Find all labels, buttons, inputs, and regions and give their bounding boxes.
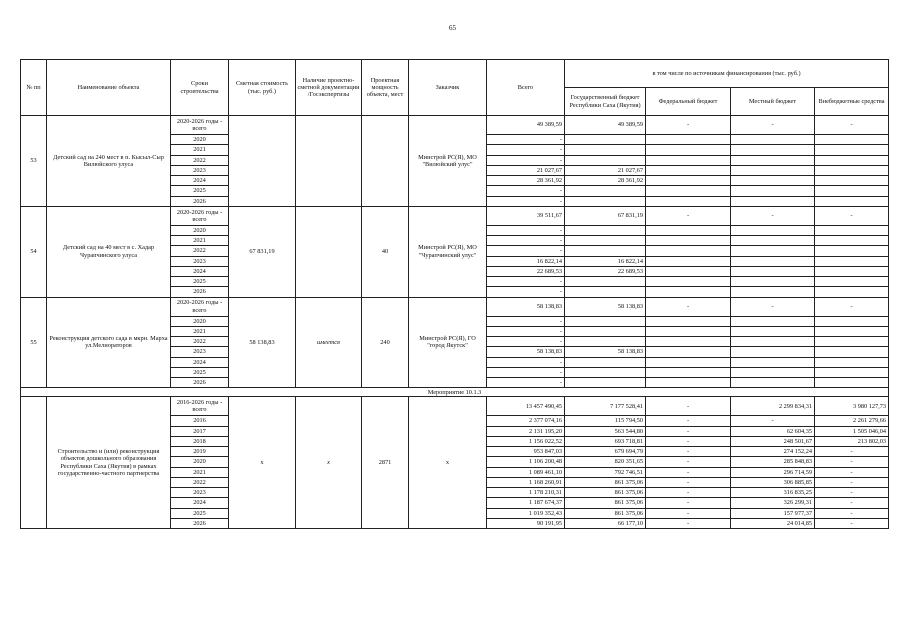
federal-cell: [646, 246, 731, 256]
header-including: в том числе по источникам финансирования (тыс. руб.): [565, 60, 889, 88]
extra-cell: -: [815, 518, 889, 528]
object-name: Детский сад на 40 мест в с. Хадар Чурапчинского улуса: [47, 206, 171, 297]
state-cell: 693 718,81: [565, 436, 646, 446]
local-cell: -: [731, 206, 815, 225]
extra-cell: [815, 196, 889, 206]
header-terms: Сроки строительства: [171, 60, 229, 116]
local-cell: 62 604,35: [731, 426, 815, 436]
year-cell: 2023: [171, 347, 229, 357]
state-cell: 861 375,06: [565, 498, 646, 508]
year-cell: 2021: [171, 467, 229, 477]
header-customer: Заказчик: [409, 60, 487, 116]
extra-cell: -: [815, 467, 889, 477]
state-cell: [565, 337, 646, 347]
table-row: [21, 297, 889, 316]
federal-cell: [646, 357, 731, 367]
local-cell: -: [731, 416, 815, 426]
financing-table: [20, 59, 889, 529]
year-cell: 2020-2026 годы - всего: [171, 206, 229, 225]
extra-cell: 3 980 127,73: [815, 397, 889, 416]
year-cell: 2021: [171, 326, 229, 336]
header-num: № пп: [21, 60, 47, 116]
federal-cell: -: [646, 508, 731, 518]
total-cell: 2 131 195,20: [487, 426, 565, 436]
total-cell: 90 191,95: [487, 518, 565, 528]
local-cell: 285 848,83: [731, 457, 815, 467]
federal-cell: [646, 145, 731, 155]
state-cell: [565, 326, 646, 336]
state-cell: [565, 155, 646, 165]
total-cell: 1 106 200,48: [487, 457, 565, 467]
local-cell: [731, 165, 815, 175]
state-cell: 21 027,67: [565, 165, 646, 175]
year-cell: 2025: [171, 277, 229, 287]
state-cell: [565, 135, 646, 145]
federal-cell: [646, 186, 731, 196]
state-cell: 679 694,79: [565, 447, 646, 457]
state-cell: 66 177,10: [565, 518, 646, 528]
federal-cell: -: [646, 436, 731, 446]
extra-cell: 1 505 046,04: [815, 426, 889, 436]
extra-cell: -: [815, 206, 889, 225]
year-cell: 2023: [171, 256, 229, 266]
local-cell: [731, 225, 815, 235]
federal-cell: -: [646, 297, 731, 316]
extra-cell: [815, 135, 889, 145]
state-cell: 861 375,06: [565, 477, 646, 487]
extra-cell: [815, 155, 889, 165]
extra-cell: [815, 246, 889, 256]
year-cell: 2020: [171, 225, 229, 235]
local-cell: [731, 316, 815, 326]
year-cell: 2024: [171, 357, 229, 367]
header-row: [21, 60, 889, 88]
table-row: [21, 397, 889, 416]
header-extra: Внебюджетные средства: [815, 88, 889, 116]
state-cell: 16 822,14: [565, 256, 646, 266]
federal-cell: -: [646, 397, 731, 416]
federal-cell: -: [646, 416, 731, 426]
local-cell: [731, 145, 815, 155]
year-cell: 2023: [171, 165, 229, 175]
local-cell: [731, 347, 815, 357]
federal-cell: -: [646, 477, 731, 487]
capacity-cell: [362, 116, 409, 207]
local-cell: 24 014,85: [731, 518, 815, 528]
customer-cell: Минстрой РС(Я), ГО "город Якутск": [409, 297, 487, 388]
customer-cell: х: [409, 397, 487, 529]
estimate-cell: 67 831,19: [229, 206, 296, 297]
year-cell: 2017: [171, 426, 229, 436]
total-cell: 58 138,83: [487, 297, 565, 316]
event-row: [21, 388, 889, 397]
page-number: 65: [449, 24, 456, 32]
state-cell: [565, 277, 646, 287]
federal-cell: -: [646, 518, 731, 528]
federal-cell: [646, 287, 731, 297]
total-cell: -: [487, 196, 565, 206]
local-cell: [731, 378, 815, 388]
estimate-cell: [229, 116, 296, 207]
local-cell: [731, 287, 815, 297]
estimate-cell: х: [229, 397, 296, 529]
year-cell: 2020: [171, 135, 229, 145]
state-cell: [565, 246, 646, 256]
year-cell: 2022: [171, 477, 229, 487]
state-cell: 58 138,83: [565, 347, 646, 357]
total-cell: -: [487, 236, 565, 246]
total-cell: -: [487, 316, 565, 326]
federal-cell: [646, 165, 731, 175]
total-cell: -: [487, 357, 565, 367]
extra-cell: 2 261 279,66: [815, 416, 889, 426]
total-cell: -: [487, 225, 565, 235]
state-cell: [565, 145, 646, 155]
total-cell: 58 138,83: [487, 347, 565, 357]
extra-cell: [815, 287, 889, 297]
federal-cell: -: [646, 426, 731, 436]
state-cell: [565, 186, 646, 196]
total-cell: 1 089 461,10: [487, 467, 565, 477]
total-cell: 1 178 210,31: [487, 488, 565, 498]
docs-cell: х: [296, 397, 362, 529]
local-cell: [731, 367, 815, 377]
state-cell: [565, 236, 646, 246]
extra-cell: [815, 316, 889, 326]
local-cell: [731, 357, 815, 367]
extra-cell: [815, 256, 889, 266]
total-cell: -: [487, 337, 565, 347]
federal-cell: [646, 176, 731, 186]
state-cell: [565, 225, 646, 235]
total-cell: 1 156 022,52: [487, 436, 565, 446]
header-total: Всего: [487, 60, 565, 116]
year-cell: 2016: [171, 416, 229, 426]
table-row: [21, 206, 889, 225]
year-cell: 2019: [171, 447, 229, 457]
year-cell: 2026: [171, 196, 229, 206]
federal-cell: [646, 326, 731, 336]
total-cell: 22 689,53: [487, 266, 565, 276]
local-cell: 316 835,25: [731, 488, 815, 498]
state-cell: [565, 378, 646, 388]
extra-cell: [815, 236, 889, 246]
state-cell: 7 177 528,41: [565, 397, 646, 416]
federal-cell: [646, 135, 731, 145]
year-cell: 2021: [171, 145, 229, 155]
year-cell: 2025: [171, 367, 229, 377]
extra-cell: [815, 277, 889, 287]
federal-cell: -: [646, 447, 731, 457]
docs-cell: [296, 206, 362, 297]
federal-cell: [646, 277, 731, 287]
state-cell: 22 689,53: [565, 266, 646, 276]
total-cell: 39 511,67: [487, 206, 565, 225]
local-cell: 2 299 834,31: [731, 397, 815, 416]
customer-cell: Минстрой РС(Я), МО "Вилюйский улус": [409, 116, 487, 207]
total-cell: -: [487, 246, 565, 256]
year-cell: 2024: [171, 498, 229, 508]
extra-cell: [815, 145, 889, 155]
total-cell: 13 457 490,45: [487, 397, 565, 416]
header-docs: Наличие проектно-сметной документации /Госэкспертизы: [296, 60, 362, 116]
year-cell: 2023: [171, 488, 229, 498]
year-cell: 2016-2026 годы - всего: [171, 397, 229, 416]
object-name: Детский сад на 240 мест в п. Кысыл-Сыр Вилюйского улуса: [47, 116, 171, 207]
total-cell: -: [487, 145, 565, 155]
state-cell: 820 351,65: [565, 457, 646, 467]
event-label: Мероприятие 10.1.3: [21, 388, 889, 397]
federal-cell: [646, 225, 731, 235]
local-cell: [731, 326, 815, 336]
total-cell: -: [487, 277, 565, 287]
year-cell: 2026: [171, 518, 229, 528]
extra-cell: -: [815, 447, 889, 457]
local-cell: [731, 196, 815, 206]
total-cell: -: [487, 135, 565, 145]
state-cell: [565, 287, 646, 297]
federal-cell: [646, 347, 731, 357]
local-cell: 274 152,24: [731, 447, 815, 457]
object-number: [21, 397, 47, 529]
federal-cell: [646, 196, 731, 206]
extra-cell: 213 802,03: [815, 436, 889, 446]
header-state: Государственный бюджет Республики Саха (Якутия): [565, 88, 646, 116]
federal-cell: [646, 236, 731, 246]
extra-cell: [815, 176, 889, 186]
state-cell: [565, 357, 646, 367]
state-cell: [565, 196, 646, 206]
year-cell: 2020: [171, 316, 229, 326]
local-cell: [731, 186, 815, 196]
local-cell: [731, 337, 815, 347]
object-name: Строительство и (или) реконструкция объектов дошкольного образования Республики Саха (Якутия) в рамках государственно-частного партнерства: [47, 397, 171, 529]
federal-cell: [646, 337, 731, 347]
year-cell: 2020-2026 годы - всего: [171, 116, 229, 135]
state-cell: 861 375,06: [565, 488, 646, 498]
extra-cell: -: [815, 477, 889, 487]
state-cell: 792 746,51: [565, 467, 646, 477]
extra-cell: [815, 357, 889, 367]
total-cell: 21 027,67: [487, 165, 565, 175]
year-cell: 2022: [171, 337, 229, 347]
capacity-cell: 40: [362, 206, 409, 297]
extra-cell: -: [815, 457, 889, 467]
extra-cell: -: [815, 488, 889, 498]
federal-cell: [646, 266, 731, 276]
table-row: [21, 116, 889, 135]
total-cell: 16 822,14: [487, 256, 565, 266]
local-cell: [731, 236, 815, 246]
total-cell: 28 361,92: [487, 176, 565, 186]
header-estimate: Сметная стоимость (тыс. руб.): [229, 60, 296, 116]
extra-cell: -: [815, 297, 889, 316]
local-cell: 248 501,67: [731, 436, 815, 446]
state-cell: 67 831,19: [565, 206, 646, 225]
header-federal: Федеральный бюджет: [646, 88, 731, 116]
extra-cell: -: [815, 508, 889, 518]
year-cell: 2025: [171, 186, 229, 196]
year-cell: 2022: [171, 155, 229, 165]
total-cell: 1 019 352,43: [487, 508, 565, 518]
federal-cell: [646, 155, 731, 165]
extra-cell: [815, 337, 889, 347]
year-cell: 2026: [171, 287, 229, 297]
state-cell: 115 794,50: [565, 416, 646, 426]
extra-cell: [815, 225, 889, 235]
local-cell: [731, 256, 815, 266]
extra-cell: [815, 186, 889, 196]
year-cell: 2020: [171, 457, 229, 467]
total-cell: 2 377 074,16: [487, 416, 565, 426]
local-cell: [731, 266, 815, 276]
total-cell: -: [487, 367, 565, 377]
object-number: 55: [21, 297, 47, 388]
local-cell: -: [731, 116, 815, 135]
capacity-cell: 2871: [362, 397, 409, 529]
total-cell: 49 389,59: [487, 116, 565, 135]
year-cell: 2021: [171, 236, 229, 246]
total-cell: -: [487, 326, 565, 336]
extra-cell: [815, 326, 889, 336]
header-name: Наименование объекта: [47, 60, 171, 116]
year-cell: 2024: [171, 176, 229, 186]
object-number: 54: [21, 206, 47, 297]
federal-cell: -: [646, 467, 731, 477]
extra-cell: [815, 165, 889, 175]
state-cell: [565, 367, 646, 377]
local-cell: [731, 135, 815, 145]
state-cell: 58 138,83: [565, 297, 646, 316]
state-cell: 563 544,80: [565, 426, 646, 436]
total-cell: -: [487, 287, 565, 297]
federal-cell: -: [646, 457, 731, 467]
extra-cell: -: [815, 498, 889, 508]
extra-cell: [815, 266, 889, 276]
header-capacity: Проектная мощность объекта, мест: [362, 60, 409, 116]
year-cell: 2025: [171, 508, 229, 518]
total-cell: 1 187 674,37: [487, 498, 565, 508]
customer-cell: Минстрой РС(Я), МО "Чурапчинский улус": [409, 206, 487, 297]
federal-cell: -: [646, 488, 731, 498]
state-cell: 28 361,92: [565, 176, 646, 186]
docs-cell: имеется: [296, 297, 362, 388]
object-name: Реконструкция детского сада в мкрн. Марха ул.Мелиораторов: [47, 297, 171, 388]
federal-cell: [646, 378, 731, 388]
federal-cell: [646, 256, 731, 266]
local-cell: [731, 176, 815, 186]
local-cell: 157 977,37: [731, 508, 815, 518]
local-cell: -: [731, 297, 815, 316]
year-cell: 2024: [171, 266, 229, 276]
object-number: 53: [21, 116, 47, 207]
federal-cell: -: [646, 116, 731, 135]
year-cell: 2020-2026 годы - всего: [171, 297, 229, 316]
header-local: Местный бюджет: [731, 88, 815, 116]
total-cell: -: [487, 378, 565, 388]
total-cell: -: [487, 186, 565, 196]
extra-cell: [815, 367, 889, 377]
local-cell: [731, 246, 815, 256]
docs-cell: [296, 116, 362, 207]
local-cell: 326 299,31: [731, 498, 815, 508]
local-cell: [731, 277, 815, 287]
local-cell: 306 885,85: [731, 477, 815, 487]
total-cell: 953 847,03: [487, 447, 565, 457]
federal-cell: [646, 367, 731, 377]
total-cell: 1 168 260,91: [487, 477, 565, 487]
state-cell: 49 389,59: [565, 116, 646, 135]
year-cell: 2022: [171, 246, 229, 256]
year-cell: 2026: [171, 378, 229, 388]
federal-cell: -: [646, 498, 731, 508]
local-cell: 296 714,59: [731, 467, 815, 477]
state-cell: [565, 316, 646, 326]
local-cell: [731, 155, 815, 165]
year-cell: 2018: [171, 436, 229, 446]
federal-cell: [646, 316, 731, 326]
extra-cell: [815, 347, 889, 357]
federal-cell: -: [646, 206, 731, 225]
extra-cell: [815, 378, 889, 388]
extra-cell: -: [815, 116, 889, 135]
capacity-cell: 240: [362, 297, 409, 388]
total-cell: -: [487, 155, 565, 165]
estimate-cell: 58 138,83: [229, 297, 296, 388]
state-cell: 861 375,06: [565, 508, 646, 518]
